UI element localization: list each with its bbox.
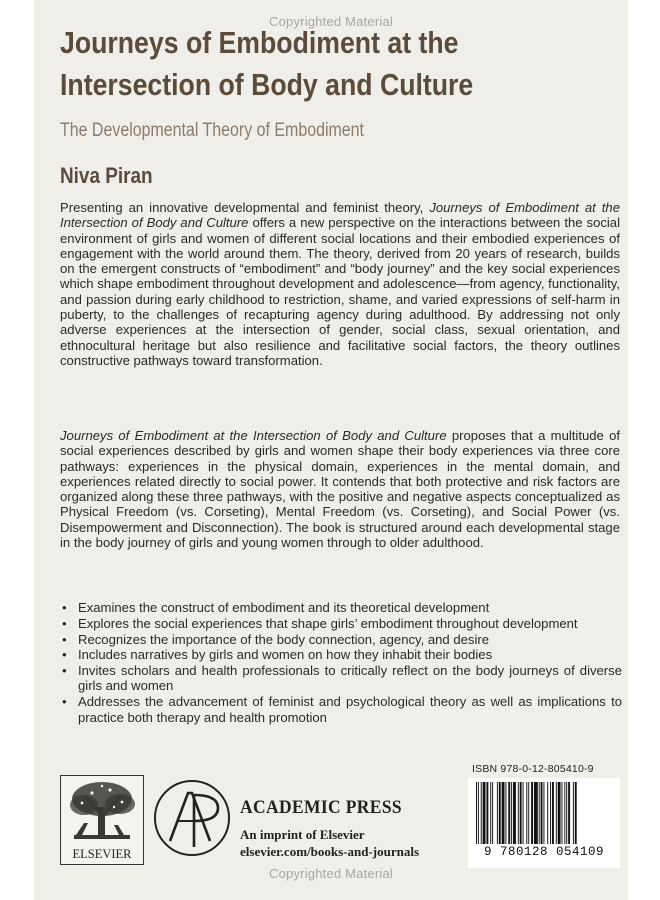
- bullet-dot-icon: •: [62, 600, 67, 615]
- barcode-digits: 9 780128 054109: [483, 845, 605, 859]
- elsevier-wordmark: ELSEVIER: [72, 847, 132, 861]
- barcode-bar: [566, 782, 567, 844]
- publisher-name: ACADEMIC PRESS: [240, 797, 403, 818]
- bullet-dot-icon: •: [62, 647, 67, 663]
- bullet-dot-icon: •: [62, 631, 67, 647]
- back-cover: [34, 0, 628, 900]
- bullet-dot-icon: •: [62, 694, 67, 710]
- publisher-url: elsevier.com/books-and-journals: [240, 844, 419, 859]
- barcode-bar: [486, 782, 488, 844]
- bullet-text: Examines the construct of embodiment and its theoretical development: [78, 600, 490, 615]
- elsevier-tree-icon: [62, 777, 142, 845]
- barcode-bar: [534, 782, 538, 844]
- elsevier-logo: [60, 775, 144, 865]
- bullet-text: Includes narratives by girls and women on how they inhabit their bodies: [78, 647, 493, 663]
- barcode-bar: [523, 782, 524, 844]
- book-subtitle: The Developmental Theory of Embodiment: [60, 120, 364, 141]
- p1-lead: Presenting an innovative developmental and feminist theory,: [60, 200, 430, 215]
- p1-body: offers a new perspective on the interactions between the social environment of girls and women of different social locations and their embodied experiences of engagement with the world around them. The theory, derived from 20 years of research, builds on the emergent constructs of “embodiment” and “body journey” and the key social experiences which shape embodiment throughout development and adolescence—from agency, functionality, and passion during early childhood to restriction, shame, and varied expressions of self-harm in puberty, to the challenges of recapturing agency during adulthood. By addressing not only adverse experiences at the intersection of gender, social class, sexual orientation, and ethnocultural heritage but also resilience and facilitative social factors, the theory outlines constructive pathways toward transformation.: [60, 215, 620, 368]
- barcode-bar: [573, 782, 574, 844]
- barcode-bar: [550, 782, 551, 844]
- bullet-item: [60, 663, 622, 694]
- barcode-bar: [541, 782, 543, 844]
- bullet-item: [60, 616, 622, 631]
- barcode-bar: [568, 782, 570, 844]
- barcode-bar: [547, 782, 548, 844]
- barcode-bar: [492, 782, 493, 844]
- academic-press-ap-icon: [152, 775, 232, 861]
- p1-book-title: Journeys of Embodiment at the Intersection of Body and Culture: [60, 200, 620, 231]
- publisher-imprint: An imprint of Elsevier: [240, 827, 365, 842]
- bullet-text: Explores the social experiences that shape girls’ embodiment throughout development: [78, 615, 578, 631]
- isbn-label: ISBN 978-0-12-805410-9: [472, 763, 594, 775]
- barcode-bar: [543, 782, 544, 844]
- barcode-bar: [497, 782, 498, 844]
- barcode-bar: [481, 782, 482, 844]
- barcode-bar: [558, 782, 561, 844]
- publisher-block: [240, 797, 419, 860]
- barcode-bar: [505, 782, 506, 844]
- description-paragraph-2: [60, 428, 620, 550]
- bullet-text: Addresses the advancement of feminist and psychological theory as well as implications to practice both therapy and health promotion: [78, 694, 622, 725]
- barcode-bar: [564, 782, 565, 844]
- author-name: Niva Piran: [60, 163, 153, 188]
- bullet-dot-icon: •: [62, 663, 67, 679]
- barcode-bar: [552, 782, 554, 844]
- bullet-item: [60, 600, 622, 615]
- barcode-bar: [511, 782, 512, 844]
- barcode-bar: [575, 782, 577, 844]
- book-title-line-1: Journeys of Embodiment at the: [60, 25, 459, 60]
- barcode-bar: [526, 782, 527, 844]
- book-title-line-2: Intersection of Body and Culture: [60, 67, 474, 102]
- p2-body: proposes that a multitude of social experiences described by girls and women shape their body experiences via three core pathways: experiences in the physical domain, experiences in the mental domain, and experiences related directly to social power. It contends that both protective and risk factors are organized along these three pathways, with the positive and negative aspects conceptualized as Physical Freedom (vs. Corseting), Mental Freedom (vs. Corseting), and Social Power (vs. Disempowerment and Disconnection). The book is structured around each developmental stage in the body journey of girls and young women through to older adulthood.: [60, 428, 620, 551]
- bullet-text: Invites scholars and health professionals to critically reflect on the body journeys of diverse girls and women: [78, 663, 622, 694]
- barcode-bar: [518, 782, 519, 844]
- barcode-bar: [556, 782, 557, 844]
- barcode-bar: [562, 782, 563, 844]
- barcode-bar: [499, 782, 501, 844]
- barcode-bar: [476, 782, 477, 844]
- book-title: [60, 22, 542, 106]
- barcode-bar: [483, 782, 486, 844]
- bullet-item: [60, 632, 622, 647]
- feature-bullet-list: [60, 600, 622, 725]
- barcode-bar: [539, 782, 540, 844]
- bullet-dot-icon: •: [62, 615, 67, 631]
- watermark-top: Copyrighted Material: [269, 14, 393, 29]
- barcode-bar: [502, 782, 505, 844]
- bullet-item: [60, 694, 622, 725]
- barcode-bar: [490, 782, 491, 844]
- description-paragraph-1: [60, 200, 620, 368]
- watermark-bottom: Copyrighted Material: [269, 866, 393, 881]
- bullet-text: Recognizes the importance of the body connection, agency, and desire: [78, 631, 490, 647]
- isbn-barcode: [468, 778, 620, 868]
- barcode-bar: [513, 782, 516, 844]
- barcode-bar: [478, 782, 479, 844]
- barcode-bar: [531, 782, 533, 844]
- barcode-bars: [474, 782, 614, 846]
- barcode-bar: [520, 782, 522, 844]
- bullet-item: [60, 647, 622, 662]
- p2-book-title: Journeys of Embodiment at the Intersection of Body and Culture: [60, 428, 447, 443]
- barcode-bar: [508, 782, 510, 844]
- barcode-bar: [528, 782, 529, 844]
